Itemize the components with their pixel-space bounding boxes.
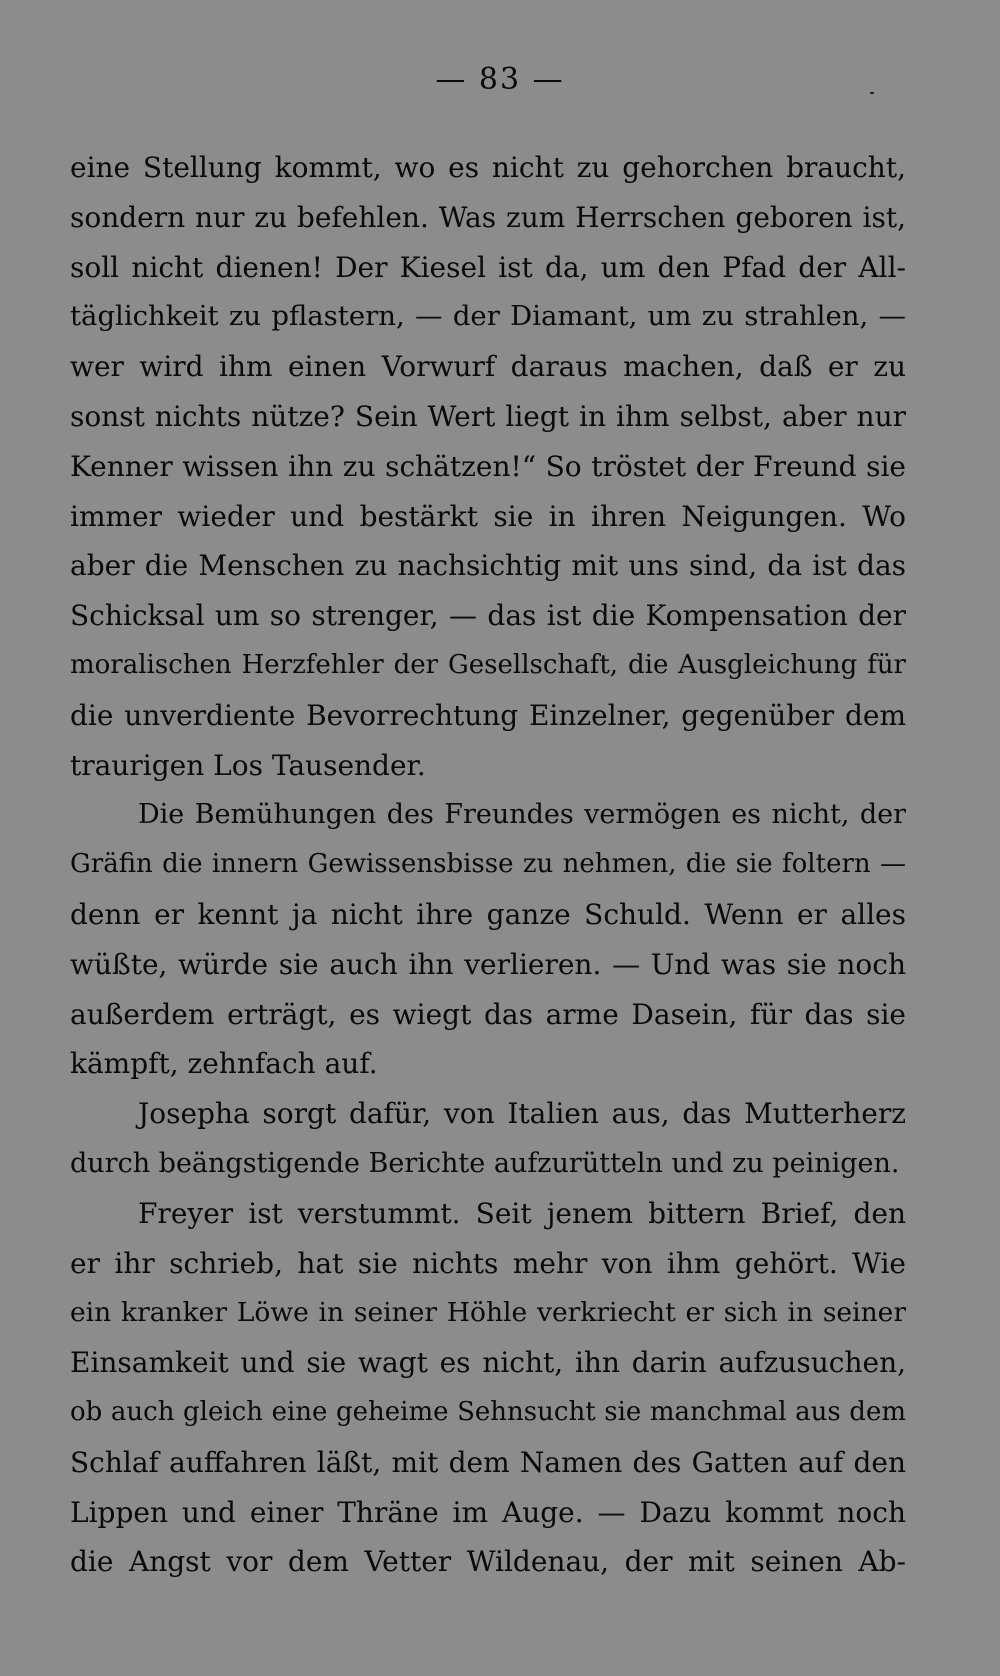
text-line: die unverdiente Bevorrechtung Einzelner, gegenüber dem (70, 698, 906, 732)
text-line: außerdem erträgt, es wiegt das arme Dasein, für das sie (70, 997, 906, 1031)
text-line: traurigen Los Tausender. (70, 748, 426, 782)
text-line: täglichkeit zu pflastern, — der Diamant, um zu strahlen, — (70, 300, 906, 333)
text-line: eine Stellung kommt, wo es nicht zu gehorchen braucht, (70, 151, 906, 184)
text-line: die Angst vor dem Vetter Wildenau, der mit seinen Ab- (70, 1545, 906, 1579)
text-line: Lippen und einer Thräne im Auge. — Dazu kommt noch (70, 1495, 906, 1529)
body-text (70, 143, 906, 1587)
text-line: Kenner wissen ihn zu schätzen!“ So tröstet der Freund sie (70, 449, 906, 483)
text-line: aber die Menschen zu nachsichtig mit uns sind, da ist das (70, 549, 906, 583)
text-line: Die Bemühungen des Freundes vermögen es nicht, der (138, 799, 906, 831)
text-line: sondern nur zu befehlen. Was zum Herrschen geboren ist, (70, 200, 906, 234)
text-line: ein kranker Löwe in seiner Höhle verkriecht er sich in seiner (70, 1297, 906, 1329)
text-line: Schicksal um so strenger, — das ist die Kompensation der (70, 599, 906, 633)
text-line: moralischen Herzfehler der Gesellschaft, die Ausgleichung für (70, 649, 906, 680)
page-number: — 83 — (435, 62, 565, 97)
text-line: denn er kennt ja nicht ihre ganze Schuld. Wenn er alles (70, 897, 906, 931)
text-line: sonst nichts nütze? Sein Wert liegt in ihm selbst, aber nur (70, 399, 906, 433)
text-line: soll nicht dienen! Der Kiesel ist da, um den Pfad der All- (70, 250, 906, 284)
text-line: durch beängstigende Berichte aufzurütteln und zu peinigen. (70, 1147, 900, 1179)
text-line: Josepha sorgt dafür, von Italien aus, das Mutterherz (138, 1097, 906, 1131)
text-line: immer wieder und bestärkt sie in ihren Neigungen. Wo (70, 499, 906, 533)
text-line: kämpft, zehnfach auf. (70, 1047, 378, 1081)
text-line: Einsamkeit und sie wagt es nicht, ihn darin aufzusuchen, (70, 1346, 906, 1380)
text-line: er ihr schrieb, hat sie nichts mehr von ihm gehört. Wie (70, 1246, 906, 1280)
text-line: wer wird ihm einen Vorwurf daraus machen, daß er zu (70, 350, 906, 384)
text-line: Freyer ist verstummt. Seit jenem bittern Brief, den (138, 1196, 906, 1230)
text-line: Schlaf auffahren läßt, mit dem Namen des Gatten auf den (70, 1445, 906, 1479)
text-line: wüßte, würde sie auch ihn verlieren. — Und was sie noch (70, 947, 906, 981)
print-speck (870, 92, 874, 94)
text-line: ob auch gleich eine geheime Sehnsucht sie manchmal aus dem (70, 1396, 906, 1427)
text-line: Gräfin die innern Gewissensbisse zu nehmen, die sie foltern — (70, 849, 906, 880)
